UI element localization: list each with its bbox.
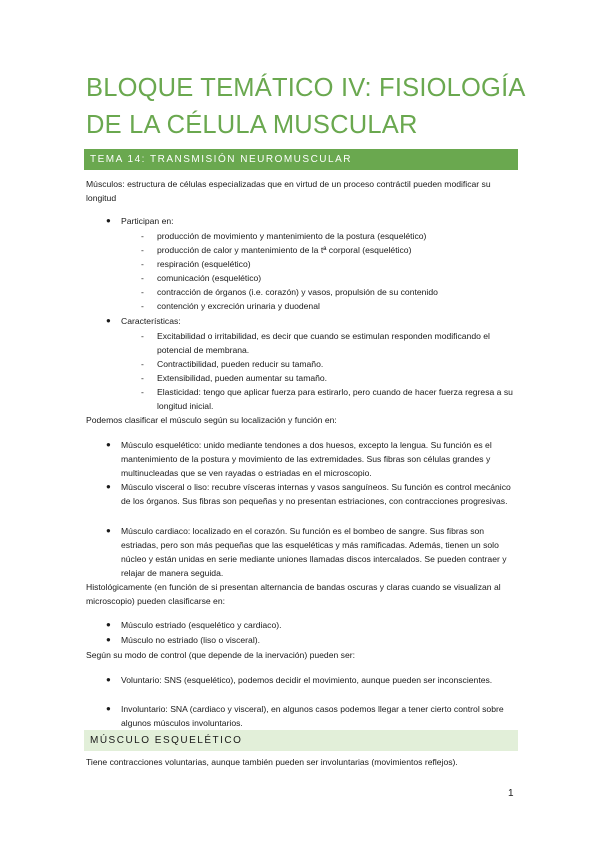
list-item: Contractibilidad, pueden reducir su tamaño.: [157, 359, 324, 369]
dash-icon: -: [141, 373, 144, 383]
section-heading-musculo-esqueletico: MÚSCULO ESQUELÉTICO: [84, 730, 518, 751]
list-item: Elasticidad: tengo que aplicar fuerza para estirarlo, pero cuando de hacer fuerza regresa a su longitud inicial.: [157, 387, 513, 411]
list-item: comunicación (esquelético): [157, 273, 262, 283]
intro-paragraph: Músculos: estructura de células especializadas que en virtud de un proceso contráctil pueden modificar su longitud: [86, 179, 491, 203]
bullet-icon: ●: [106, 635, 111, 644]
bullet-icon: ●: [106, 482, 111, 491]
dash-icon: -: [141, 387, 144, 397]
section2-paragraph: Tiene contracciones voluntarias, aunque también pueden ser involuntarias (movimientos reflejos).: [86, 757, 458, 767]
bullet-icon: ●: [106, 526, 111, 535]
dash-icon: -: [141, 231, 144, 241]
dash-icon: -: [141, 301, 144, 311]
list-item: Extensibilidad, pueden aumentar su tamaño.: [157, 373, 328, 383]
list-item: Músculo visceral o liso: recubre vísceras internas y vasos sanguíneos. Su función es control mecánico de los órganos. Sus fibras son pequeñas y no presentan estriaciones, con contracciones progresivas.: [121, 482, 511, 506]
dash-icon: -: [141, 359, 144, 369]
participan-label: Participan en:: [121, 216, 174, 226]
list-item: contracción de órganos (i.e. corazón) y vasos, propulsión de su contenido: [157, 287, 438, 297]
dash-icon: -: [141, 287, 144, 297]
clasificar-paragraph: Podemos clasificar el músculo según su localización y función en:: [86, 415, 337, 425]
list-item: producción de calor y mantenimiento de la tª corporal (esquelético): [157, 245, 412, 255]
list-item: Músculo esquelético: unido mediante tendones a dos huesos, excepto la lengua. Su función es el mantenimiento de la postura y movimiento de las extremidades. Sus fibras son células grandes y multinucleadas que se ven rayadas o estriadas en el microscopio.: [121, 440, 492, 478]
histologico-paragraph: Histológicamente (en función de si presentan alternancia de bandas oscuras y claras cuando se visualizan al microscopio) pueden clasificarse en:: [86, 582, 501, 606]
dash-icon: -: [141, 245, 144, 255]
dash-icon: -: [141, 273, 144, 283]
list-item: respiración (esquelético): [157, 259, 251, 269]
bullet-icon: ●: [106, 440, 111, 449]
list-item: Músculo estriado (esquelético y cardiaco).: [121, 620, 282, 630]
list-item: producción de movimiento y mantenimiento de la postura (esquelético): [157, 231, 427, 241]
list-item: Músculo no estriado (liso o visceral).: [121, 635, 260, 645]
control-paragraph: Según su modo de control (que depende de la inervación) pueden ser:: [86, 650, 355, 660]
section-heading-tema-14: TEMA 14: TRANSMISIÓN NEUROMUSCULAR: [84, 149, 518, 170]
list-item: contención y excreción urinaria y duodenal: [157, 301, 320, 311]
caracteristicas-label: Características:: [121, 316, 181, 326]
list-item: Excitabilidad o irritabilidad, es decir que cuando se estimulan responden modificando el potencial de membrana.: [157, 331, 490, 355]
bullet-icon: ●: [106, 316, 111, 325]
bullet-icon: ●: [106, 675, 111, 684]
bullet-icon: ●: [106, 620, 111, 629]
list-item: Voluntario: SNS (esquelético), podemos decidir el movimiento, aunque pueden ser inconscientes.: [121, 675, 493, 685]
list-item: Involuntario: SNA (cardiaco y visceral), en algunos casos podemos llegar a tener cierto control sobre algunos músculos involuntarios.: [121, 704, 504, 728]
list-item: Músculo cardiaco: localizado en el corazón. Su función es el bombeo de sangre. Sus fibras son estriadas, pero son más pequeñas que las esqueléticas y más ramificadas. Además, tienen un solo núcleo y están unidas en serie mediante uniones llamadas discos intercalados. Se pueden contraer y relajar de manera seguida.: [121, 526, 507, 578]
page-number: 1: [508, 788, 514, 799]
dash-icon: -: [141, 259, 144, 269]
bullet-icon: ●: [106, 216, 111, 225]
page-title: BLOQUE TEMÁTICO IV: FISIOLOGÍA DE LA CÉLULA MUSCULAR: [86, 74, 525, 139]
dash-icon: -: [141, 331, 144, 341]
bullet-icon: ●: [106, 704, 111, 713]
